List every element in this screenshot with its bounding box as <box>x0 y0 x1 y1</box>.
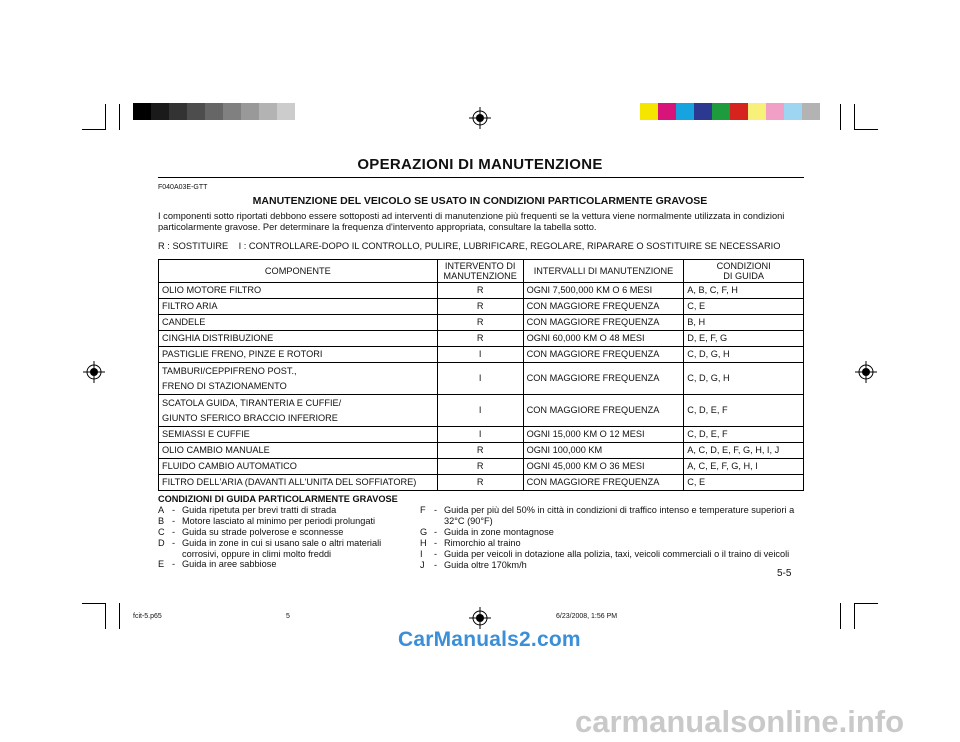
list-item: I - Guida per veicoli in dotazione alla polizia, taxi, veicoli commerciali o il traino di veicoli <box>420 548 790 559</box>
color-swatch <box>187 103 205 120</box>
section-code: F040A03E-GTT <box>158 184 208 191</box>
color-swatch <box>694 103 712 120</box>
color-swatch <box>133 103 151 120</box>
registration-mark-icon <box>83 361 105 383</box>
grayscale-color-bar <box>133 103 295 120</box>
color-swatch <box>205 103 223 120</box>
legend-text: R : SOSTITUIRE I : CONTROLLARE-DOPO IL CONTROLLO, PULIRE, LUBRIFICARE, REGOLARE, RIPARARE O SOSTITUIRE SE NECESSARIO <box>158 241 781 251</box>
table-row: FILTRO ARIA R CON MAGGIORE FREQUENZA C, E <box>159 299 804 315</box>
list-item: A - Guida ripetuta per brevi tratti di strada <box>158 504 337 515</box>
table-header-row <box>159 260 804 283</box>
list-item: F - Guida per più del 50% in città in condizioni di traffico intenso e temperature superiori a <box>420 505 795 515</box>
color-swatch <box>802 103 820 120</box>
list-item: G - Guida in zone montagnose <box>420 526 554 537</box>
list-item-continuation: corrosivi, oppure in climi molto freddi <box>182 548 332 559</box>
color-swatch <box>712 103 730 120</box>
watermark-carmanualsonline: carmanualsonline.info <box>575 704 905 739</box>
list-item: D - Guida in zone in cui si usano sale o altri materiali <box>158 537 382 548</box>
maintenance-table <box>158 259 804 491</box>
conditions-right-list <box>420 505 804 570</box>
watermark-carmanuals2: CarManuals2.com <box>398 628 581 651</box>
header-intervals: INTERVALLI DI MANUTENZIONE <box>523 260 684 283</box>
color-swatch <box>640 103 658 120</box>
table-row: FLUIDO CAMBIO AUTOMATICO R OGNI 45,000 KM O 36 MESI A, C, E, F, G, H, I <box>159 459 804 475</box>
registration-mark-icon <box>469 107 491 129</box>
list-item-continuation: 32°C (90°F) <box>444 515 493 526</box>
color-swatch <box>169 103 187 120</box>
page-number: 5-5 <box>777 568 792 579</box>
conditions-title: CONDIZIONI DI GUIDA PARTICOLARMENTE GRAVOSE <box>158 494 398 504</box>
list-item: H - Rimorchio al traino <box>420 537 521 548</box>
header-conditions: CONDIZIONI DI GUIDA <box>684 260 804 283</box>
color-swatch <box>784 103 802 120</box>
list-item: E - Guida in aree sabbiose <box>158 559 277 570</box>
list-item: J - Guida oltre 170km/h <box>420 559 527 570</box>
file-page: 5 <box>286 613 290 620</box>
table-row: PASTIGLIE FRENO, PINZE E ROTORI I CON MAGGIORE FREQUENZA C, D, G, H <box>159 347 804 363</box>
page-title: OPERAZIONI DI MANUTENZIONE <box>357 156 603 173</box>
table-row: FILTRO DELL'ARIA (DAVANTI ALL'UNITA DEL SOFFIATORE) R CON MAGGIORE FREQUENZA C, E <box>159 475 804 491</box>
color-swatch <box>223 103 241 120</box>
color-swatch <box>676 103 694 120</box>
section-title: MANUTENZIONE DEL VEICOLO SE USATO IN CONDIZIONI PARTICOLARMENTE GRAVOSE <box>252 195 708 207</box>
color-swatch <box>259 103 277 120</box>
intro-text-line-1: I componenti sotto riportati debbono essere sottoposti ad interventi di manutenzione più frequenti se la vettura viene normalmente utilizzata in condizioni <box>158 211 785 221</box>
conditions-left-list <box>158 494 418 570</box>
header-component: COMPONENTE <box>159 260 438 283</box>
title-divider <box>158 177 804 178</box>
intro-text-line-2: particolarmente gravose. Per determinare la frequenza d'intervento appropriata, consultare la tabella sotto. <box>158 222 597 232</box>
header-intervention: INTERVENTO DI MANUTENZIONE <box>437 260 523 283</box>
color-swatch <box>748 103 766 120</box>
color-swatch <box>241 103 259 120</box>
table-row: OLIO CAMBIO MANUALE R OGNI 100,000 KM A, C, D, E, F, G, H, I, J <box>159 443 804 459</box>
table-row: SEMIASSI E CUFFIE I OGNI 15,000 KM O 12 MESI C, D, E, F <box>159 427 804 443</box>
table-row: CINGHIA DISTRIBUZIONE R OGNI 60,000 KM O 48 MESI D, E, F, G <box>159 331 804 347</box>
color-swatch <box>766 103 784 120</box>
table-row: CANDELE R CON MAGGIORE FREQUENZA B, H <box>159 315 804 331</box>
color-swatch <box>277 103 295 120</box>
color-swatch <box>658 103 676 120</box>
registration-mark-icon <box>469 607 491 629</box>
color-swatch <box>730 103 748 120</box>
list-item: B - Motore lasciato al minimo per periodi prolungati <box>158 515 376 526</box>
table-row: TAMBURI/CEPPIFRENO POST., FRENO DI STAZIONAMENTO I CON MAGGIORE FREQUENZA C, D, G, H <box>159 363 804 395</box>
table-row: OLIO MOTORE FILTRO R OGNI 7,500,000 KM O 6 MESI A, B, C, F, H <box>159 283 804 299</box>
print-timestamp: 6/23/2008, 1:56 PM <box>556 613 618 620</box>
process-color-bar <box>640 103 820 120</box>
list-item: C - Guida su strade polverose e sconnesse <box>158 526 344 537</box>
table-row: SCATOLA GUIDA, TIRANTERIA E CUFFIE/ GIUNTO SFERICO BRACCIO INFERIORE I CON MAGGIORE FREQUENZA C, D, E, F <box>159 395 804 427</box>
file-name: fcit-5.p65 <box>133 613 162 620</box>
registration-mark-icon <box>855 361 877 383</box>
color-swatch <box>151 103 169 120</box>
